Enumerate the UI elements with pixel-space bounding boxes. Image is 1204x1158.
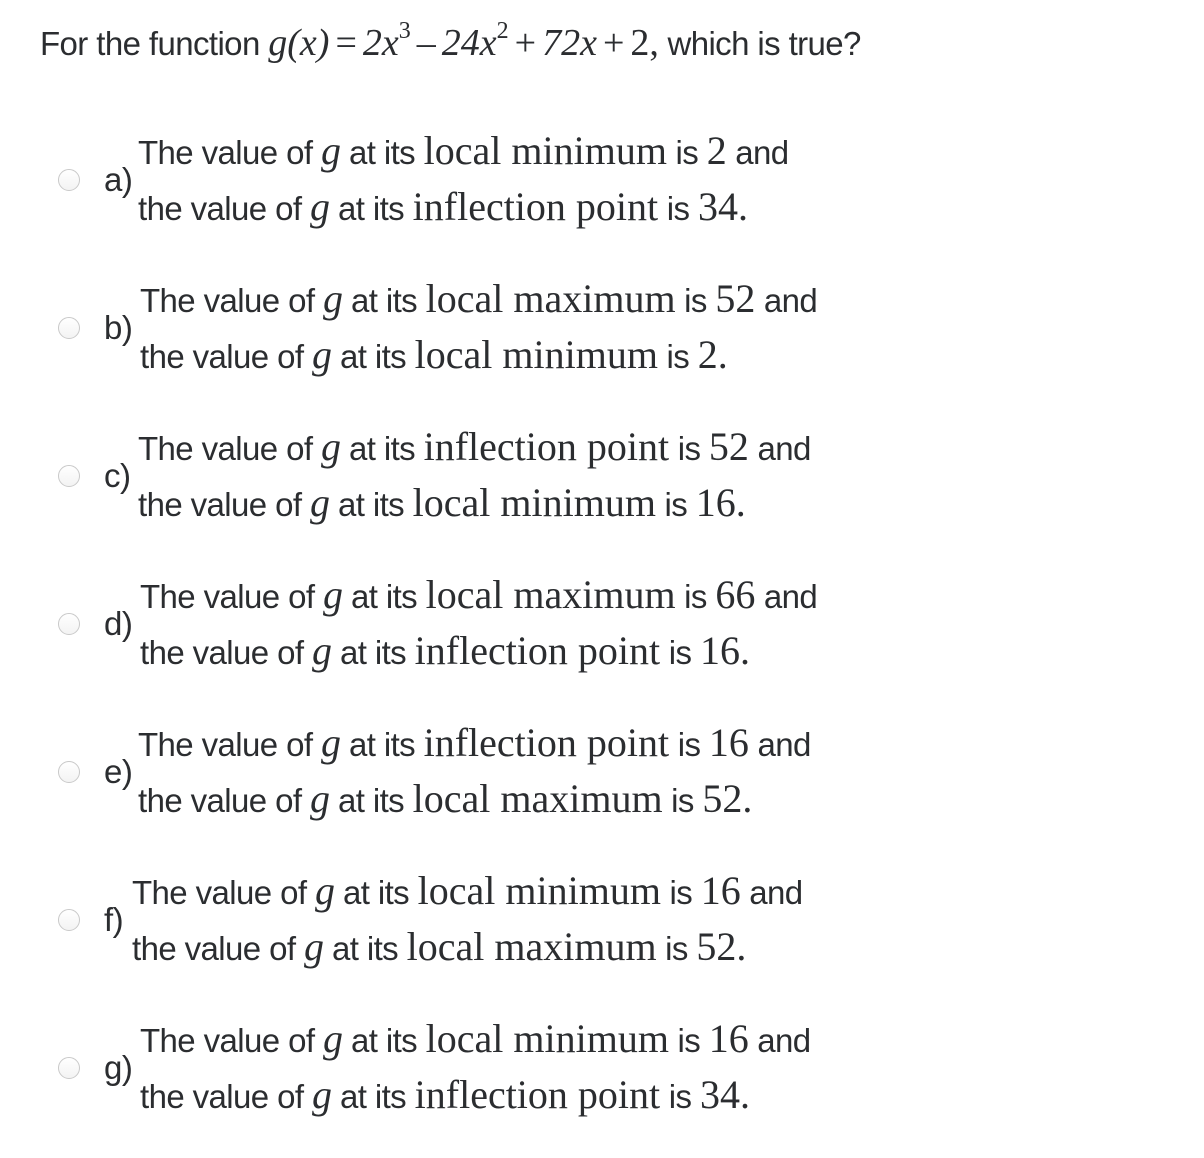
option-text: [140, 1012, 811, 1124]
option-line-2: the value of g at its local maximum is 52.: [132, 924, 747, 969]
radio-button[interactable]: [58, 317, 80, 339]
option-text: [140, 568, 817, 680]
option-letter: e): [104, 753, 133, 790]
option-letter: a): [104, 161, 133, 198]
option-line-2: the value of g at its inflection point is 34.: [138, 184, 748, 229]
radio-button[interactable]: [58, 909, 80, 931]
option-line-1: The value of g at its inflection point is 52 and: [138, 424, 811, 469]
option-letter: g): [104, 1049, 133, 1086]
answer-option-c[interactable]: [58, 420, 811, 532]
option-line-2: the value of g at its local minimum is 16.: [138, 480, 746, 525]
option-letter: b): [104, 309, 133, 346]
question-prefix: For the function: [40, 25, 269, 62]
radio-button[interactable]: [58, 613, 80, 635]
answer-option-d[interactable]: [58, 568, 817, 680]
option-letter: c): [104, 457, 131, 494]
option-line-1: The value of g at its local maximum is 66 and: [140, 572, 818, 617]
radio-button[interactable]: [58, 465, 80, 487]
function-expression: $g(x) = 2x^3 - 24x^2 + 72x + 2$,: [268, 18, 659, 64]
answer-option-f[interactable]: [58, 864, 803, 976]
option-line-1: The value of g at its local maximum is 52 and: [140, 276, 818, 321]
radio-button[interactable]: [58, 1057, 80, 1079]
option-line-1: The value of g at its local minimum is 16 and: [140, 1016, 811, 1061]
radio-button[interactable]: [58, 169, 80, 191]
option-line-1: The value of g at its inflection point is 16 and: [138, 720, 811, 765]
option-line-2: the value of g at its local minimum is 2.: [140, 332, 728, 377]
answer-option-e[interactable]: [58, 716, 811, 828]
radio-button[interactable]: [58, 761, 80, 783]
option-line-2: the value of g at its inflection point is 34.: [140, 1072, 750, 1117]
option-text: [138, 124, 789, 236]
option-text: [138, 716, 811, 828]
option-letter: f): [104, 901, 124, 938]
option-line-1: The value of g at its local minimum is 16 and: [132, 868, 803, 913]
answer-option-b[interactable]: [58, 272, 817, 384]
question-prompt: [40, 20, 861, 67]
question-suffix: which is true?: [658, 25, 861, 62]
answer-option-g[interactable]: [58, 1012, 811, 1124]
option-line-2: the value of g at its local maximum is 52.: [138, 776, 753, 821]
option-line-1: The value of g at its local minimum is 2 and: [138, 128, 789, 173]
option-text: [140, 272, 817, 384]
option-text: [138, 420, 811, 532]
answer-option-a[interactable]: [58, 124, 789, 236]
option-text: [132, 864, 803, 976]
option-line-2: the value of g at its inflection point is 16.: [140, 628, 750, 673]
option-letter: d): [104, 605, 133, 642]
